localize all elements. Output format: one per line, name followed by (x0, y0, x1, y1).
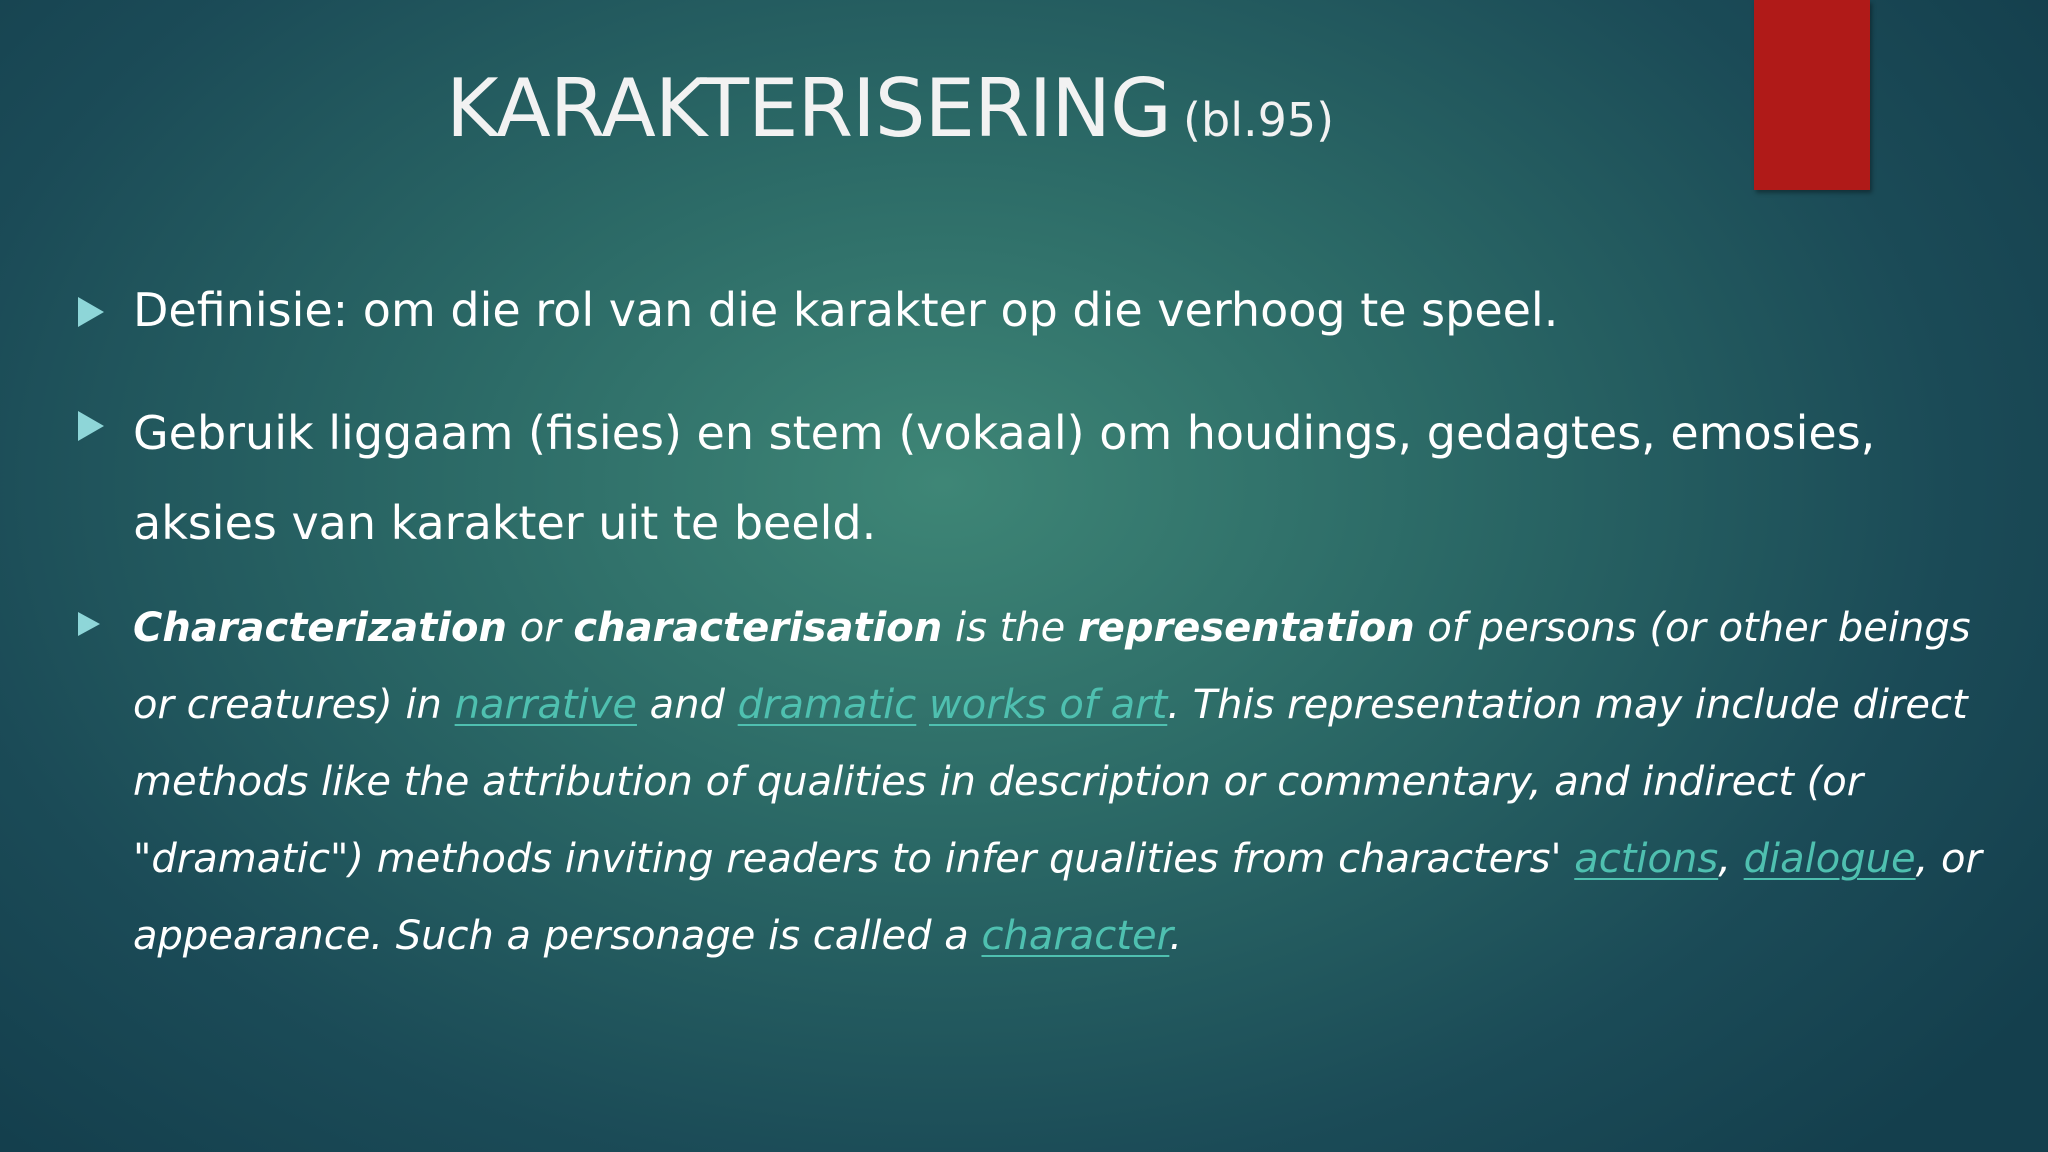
bullet-characterization-definition (133, 590, 2013, 975)
link-dramatic[interactable]: dramatic (737, 682, 917, 728)
bullet-arrow-icon (78, 612, 100, 636)
text-run: . This representation may include direct methods like the attribution of qualities in description or commentary, and indirect (or "dramatic") methods inviting readers to infer qualities from characters' (133, 682, 1968, 882)
text-run: , or appearance. Such a personage is called a (133, 836, 1982, 959)
text-run: , (1718, 836, 1744, 882)
text-run: . (1169, 913, 1183, 959)
term-representation: representation (1078, 605, 1415, 651)
bullet-arrow-icon (78, 297, 104, 327)
link-dialogue[interactable]: dialogue (1743, 836, 1916, 882)
slide-title (446, 62, 1334, 155)
red-accent-bar (1754, 0, 1870, 190)
text-run (916, 682, 929, 728)
bullet-usage: Gebruik liggaam (fisies) en stem (vokaal) om houdings, gedagtes, emosies, aksies van karakter uit te beeld. (133, 406, 1876, 550)
term-characterisation: characterisation (573, 605, 943, 651)
link-character[interactable]: character (981, 913, 1170, 959)
text-run: and (636, 682, 738, 728)
link-narrative[interactable]: narrative (454, 682, 637, 728)
title-page-reference: (bl.95) (1183, 93, 1335, 147)
text-run: or (507, 605, 574, 651)
bullet-arrow-icon (78, 411, 104, 441)
term-characterization: Characterization (133, 605, 508, 651)
text-run: of persons (or other beings or creatures) in (133, 605, 1971, 728)
bullet-definition: Definisie: om die rol van die karakter op die verhoog te speel. (133, 283, 1559, 337)
text-run: is the (942, 605, 1079, 651)
title-text: KARAKTERISERING (446, 62, 1172, 155)
link-actions[interactable]: actions (1574, 836, 1719, 882)
link-works-of-art[interactable]: works of art (929, 682, 1168, 728)
